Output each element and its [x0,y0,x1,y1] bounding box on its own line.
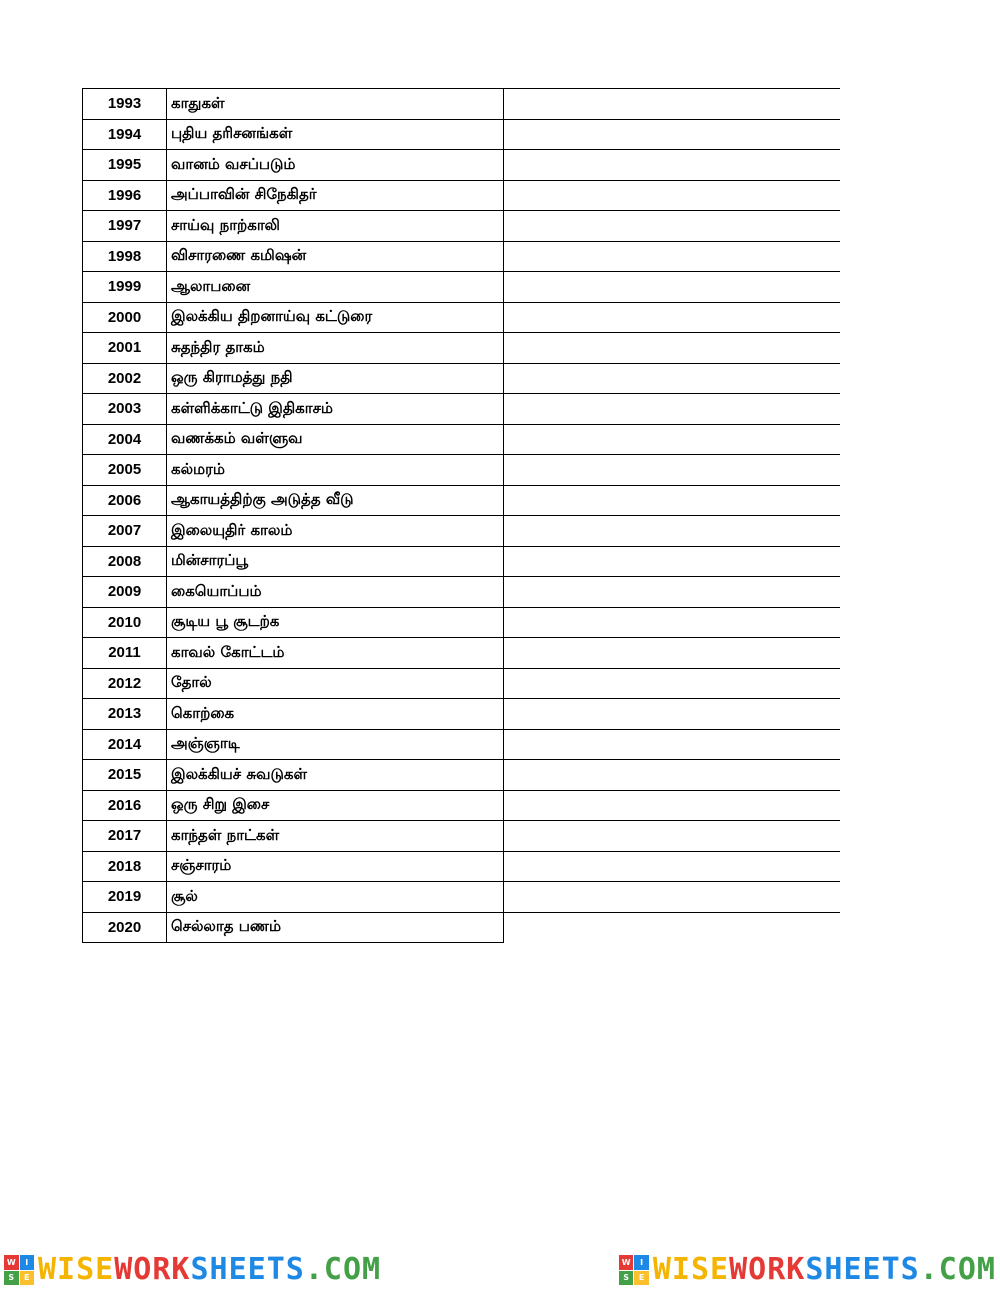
year-cell: 2005 [83,455,167,486]
book-title-cell: காவல் கோட்டம் [167,638,504,669]
year-cell: 1995 [83,150,167,181]
year-cell: 2010 [83,607,167,638]
table-row [83,180,840,211]
answer-cell[interactable] [504,241,840,272]
year-cell: 2009 [83,577,167,608]
answer-cell[interactable] [504,119,840,150]
year-cell: 1993 [83,89,167,120]
book-title-cell: இலக்கிய திறனாய்வு கட்டுரை [167,302,504,333]
year-cell: 1997 [83,211,167,242]
answer-cell [504,912,840,943]
book-title-cell: சுதந்திர தாகம் [167,333,504,364]
brand-part: .COM [919,1252,996,1287]
table-row [83,150,840,181]
book-title-cell: வணக்கம் வள்ளுவ [167,424,504,455]
book-title-cell: இலையுதிர் காலம் [167,516,504,547]
brand-part: SHEETS [805,1252,920,1287]
logo-letter: W [619,1255,634,1270]
book-title-cell: காதுகள் [167,89,504,120]
brand-part: WISE [652,1252,730,1287]
book-title-cell: மின்சாரப்பூ [167,546,504,577]
table-row [83,607,840,638]
answer-cell[interactable] [504,638,840,669]
table-row [83,577,840,608]
brand-text [652,1252,996,1287]
answer-cell[interactable] [504,729,840,760]
year-cell: 1994 [83,119,167,150]
book-title-cell: இலக்கியச் சுவடுகள் [167,760,504,791]
book-title-cell: ஒரு கிராமத்து நதி [167,363,504,394]
answer-cell[interactable] [504,607,840,638]
book-title-cell: சூல் [167,882,504,913]
year-cell: 2013 [83,699,167,730]
year-cell: 2007 [83,516,167,547]
footer-watermark [0,1252,1000,1288]
year-cell: 2001 [83,333,167,364]
year-cell: 2006 [83,485,167,516]
year-cell: 2000 [83,302,167,333]
year-cell: 2020 [83,912,167,943]
table-row [83,821,840,852]
answer-cell[interactable] [504,89,840,120]
table-row [83,272,840,303]
table-row [83,424,840,455]
answer-cell[interactable] [504,485,840,516]
table-row [83,333,840,364]
book-title-cell: கொற்கை [167,699,504,730]
answer-cell[interactable] [504,790,840,821]
answer-cell[interactable] [504,302,840,333]
book-title-cell: ஆலாபனை [167,272,504,303]
table-row [83,363,840,394]
brand-block-2 [619,1252,996,1287]
brand-part: WISE [38,1252,115,1287]
logo-letter: I [634,1255,649,1270]
answer-cell[interactable] [504,180,840,211]
answer-cell[interactable] [504,363,840,394]
brand-text [38,1252,382,1287]
table-row [83,302,840,333]
award-table-body [83,89,840,943]
table-row [83,699,840,730]
book-title-cell: விசாரணை கமிஷன் [167,241,504,272]
year-cell: 2016 [83,790,167,821]
year-cell: 2012 [83,668,167,699]
year-cell: 2017 [83,821,167,852]
answer-cell[interactable] [504,577,840,608]
answer-cell[interactable] [504,272,840,303]
table-row [83,211,840,242]
logo-letter: S [4,1271,19,1286]
logo-letter: S [619,1271,634,1286]
brand-part: SHEETS [190,1252,305,1287]
table-row [83,882,840,913]
book-title-cell: அஞ்ஞாடி [167,729,504,760]
brand-block-1 [4,1252,382,1287]
book-title-cell: சஞ்சாரம் [167,851,504,882]
table-row [83,760,840,791]
answer-cell[interactable] [504,821,840,852]
wise-logo-icon [4,1255,34,1285]
year-cell: 1999 [83,272,167,303]
year-cell: 2011 [83,638,167,669]
logo-letter: W [4,1255,19,1270]
answer-cell[interactable] [504,760,840,791]
book-title-cell: ஒரு சிறு இசை [167,790,504,821]
table-row [83,546,840,577]
award-table [82,88,840,943]
year-cell: 2015 [83,760,167,791]
table-row [83,851,840,882]
year-cell: 2008 [83,546,167,577]
answer-cell[interactable] [504,851,840,882]
answer-cell[interactable] [504,333,840,364]
year-cell: 1996 [83,180,167,211]
year-cell: 2004 [83,424,167,455]
table-row [83,638,840,669]
book-title-cell: சூடிய பூ சூடற்க [167,607,504,638]
table-row [83,394,840,425]
table-row [83,241,840,272]
table-row [83,119,840,150]
year-cell: 2002 [83,363,167,394]
logo-letter: E [634,1271,649,1286]
answer-cell[interactable] [504,699,840,730]
answer-cell[interactable] [504,150,840,181]
answer-cell[interactable] [504,424,840,455]
brand-part: WORK [114,1252,191,1287]
answer-cell[interactable] [504,882,840,913]
brand-part: WORK [729,1252,806,1287]
book-title-cell: ஆகாயத்திற்கு அடுத்த வீடு [167,485,504,516]
year-cell: 2003 [83,394,167,425]
table-row [83,729,840,760]
wise-logo-icon [619,1255,649,1285]
year-cell: 2019 [83,882,167,913]
brand-part: .COM [304,1252,382,1287]
answer-cell[interactable] [504,516,840,547]
book-title-cell: புதிய தரிசனங்கள் [167,119,504,150]
table-row [83,790,840,821]
book-title-cell: காந்தள் நாட்கள் [167,821,504,852]
book-title-cell: கல்மரம் [167,455,504,486]
table-row [83,89,840,120]
table-row [83,668,840,699]
table-row [83,485,840,516]
book-title-cell: தோல் [167,668,504,699]
logo-letter: I [20,1255,35,1270]
book-title-cell: சாய்வு நாற்காலி [167,211,504,242]
year-cell: 2018 [83,851,167,882]
book-title-cell: அப்பாவின் சிநேகிதர் [167,180,504,211]
table-row [83,912,840,943]
book-title-cell: கள்ளிக்காட்டு இதிகாசம் [167,394,504,425]
table-row [83,455,840,486]
year-cell: 1998 [83,241,167,272]
answer-cell[interactable] [504,211,840,242]
book-title-cell: வானம் வசப்படும் [167,150,504,181]
logo-letter: E [20,1271,35,1286]
book-title-cell: செல்லாத பணம் [167,912,504,943]
answer-cell[interactable] [504,546,840,577]
answer-cell[interactable] [504,668,840,699]
table-row [83,516,840,547]
answer-cell[interactable] [504,455,840,486]
answer-cell[interactable] [504,394,840,425]
book-title-cell: கையொப்பம் [167,577,504,608]
year-cell: 2014 [83,729,167,760]
